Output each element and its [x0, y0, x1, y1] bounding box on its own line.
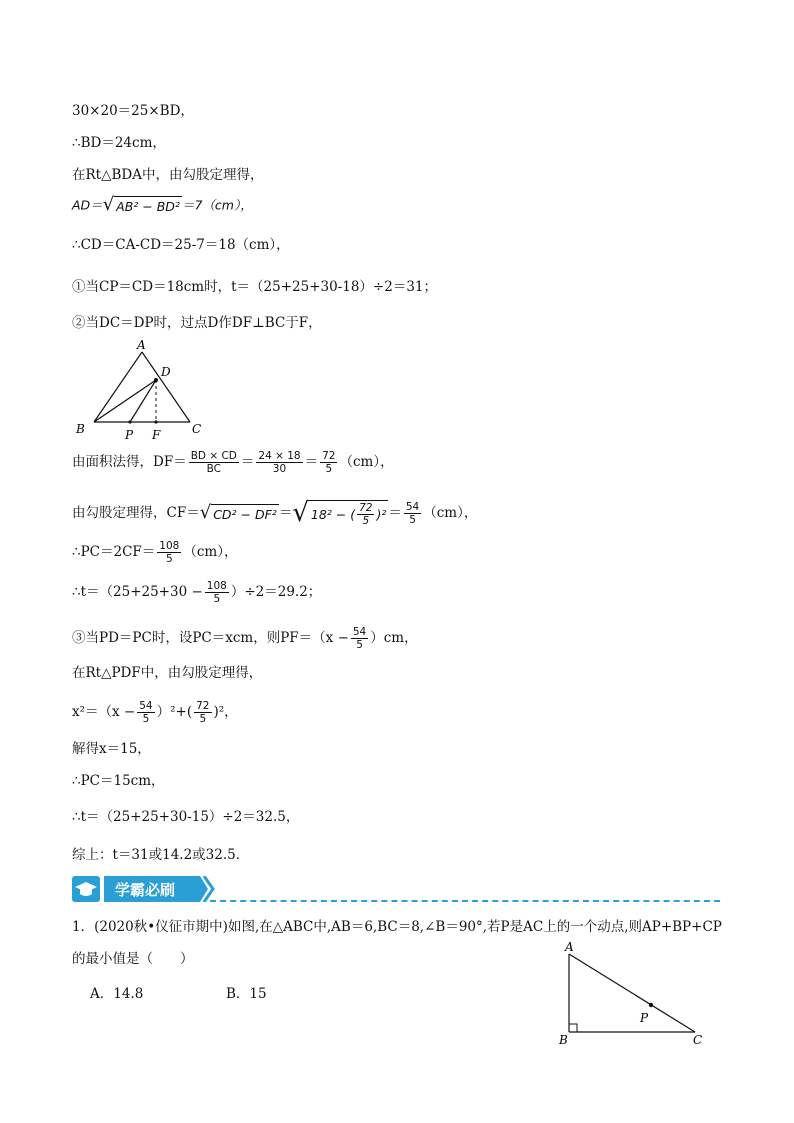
frac-24-18-30: $\frac{24 \times 18}{30}$	[258, 450, 301, 475]
line-17: ∴t＝（25+25+30-15）÷2＝32.5，	[72, 809, 300, 825]
fig1-label-f: F	[152, 428, 161, 440]
fig2-label-a: A	[565, 940, 574, 954]
frac-108-5-b: $\frac{108}{5}$	[206, 580, 227, 605]
line-8: 由面积法得，DF＝ $\frac{BD \times CD}{BC}$ ＝ $\frac{24 \times 18}{30}$ ＝ $\frac{72}{5}$ （cm），	[72, 450, 394, 475]
fig1-label-d: D	[161, 365, 171, 379]
line-7: ②当DC＝DP时，过点D作DF⊥BC于F，	[72, 315, 322, 331]
line-1: 30×20＝25×BD，	[72, 103, 194, 119]
fig2-label-b: B	[559, 1033, 568, 1047]
line-4: AD＝ √ AB² − BD² ＝7（cm），	[72, 194, 253, 215]
line-6: ①当CP＝CD＝18cm时，t＝（25+25+30-18）÷2＝31；	[72, 279, 438, 295]
frac-54-5-c: $\frac{54}{5}$	[139, 700, 153, 725]
frac-54-5: $\frac{54}{5}$	[405, 501, 420, 526]
triangle-figure-1	[70, 336, 210, 440]
sqrt-18-72: √ 18² − ( $\frac{72}{5}$ )²	[292, 498, 387, 528]
question-line-1: 1．(2020秋•仪征市期中)如图,在△ABC中,AB＝6,BC＝8,∠B＝90°,若P是AC上的一个动点,则AP+BP+CP	[72, 919, 722, 935]
frac-54-5-b: $\frac{54}{5}$	[352, 626, 367, 651]
line-14: x²＝（x − $\frac{54}{5}$ ）²+( $\frac{72}{5}$ )²，	[72, 700, 238, 725]
option-a: A．14.8	[90, 986, 144, 1002]
sqrt-ab-bd: √ AB² − BD²	[102, 194, 180, 215]
frac-bd-cd-bc: $\frac{BD \times CD}{BC}$	[190, 450, 237, 475]
line-2: ∴BD＝24cm，	[72, 135, 166, 151]
triangle-figure-2	[555, 938, 715, 1050]
banner-title: 学霸必刷	[115, 881, 176, 899]
line-9: 由勾股定理得，CF＝ √ CD² − DF² ＝ √ 18² − ( $\frac{72}{5}$ )² ＝ $\frac{54}{5}$ （cm），	[72, 498, 478, 528]
fig2-label-p: P	[640, 1011, 649, 1025]
fig1-label-a: A	[137, 338, 146, 352]
line-3: 在Rt△BDA中，由勾股定理得，	[72, 167, 264, 183]
line-5: ∴CD＝CA-CD＝25-7＝18（cm），	[72, 237, 290, 253]
line-13: 在Rt△PDF中，由勾股定理得，	[72, 665, 263, 681]
fig2-label-c: C	[693, 1033, 703, 1047]
line-16: ∴PC＝15cm，	[72, 773, 165, 789]
line-12: ③当PD＝PC时，设PC＝xcm，则PF＝（x − $\frac{54}{5}$ ）cm，	[72, 626, 418, 651]
question-line-2: 的最小值是（ ）	[72, 951, 194, 967]
frac-108-5: $\frac{108}{5}$	[159, 540, 180, 565]
fig1-label-c: C	[192, 422, 202, 436]
section-banner	[72, 876, 216, 902]
fig1-label-b: B	[76, 422, 85, 436]
frac-72-5-b: $\frac{72}{5}$	[196, 700, 210, 725]
line-11: ∴t＝（25+25+30 − $\frac{108}{5}$ ）÷2＝29.2；	[72, 580, 322, 605]
line-10: ∴PC＝2CF＝ $\frac{108}{5}$ （cm），	[72, 540, 238, 565]
fig1-label-p: P	[125, 428, 134, 440]
line-15: 解得x＝15，	[72, 741, 151, 757]
banner-divider	[210, 900, 720, 902]
frac-72-5: $\frac{72}{5}$	[322, 450, 336, 475]
line-18: 综上：t＝31或14.2或32.5．	[72, 847, 250, 863]
sqrt-cd-df: √ CD² − DF²	[199, 501, 277, 523]
option-b: B．15	[226, 986, 267, 1002]
